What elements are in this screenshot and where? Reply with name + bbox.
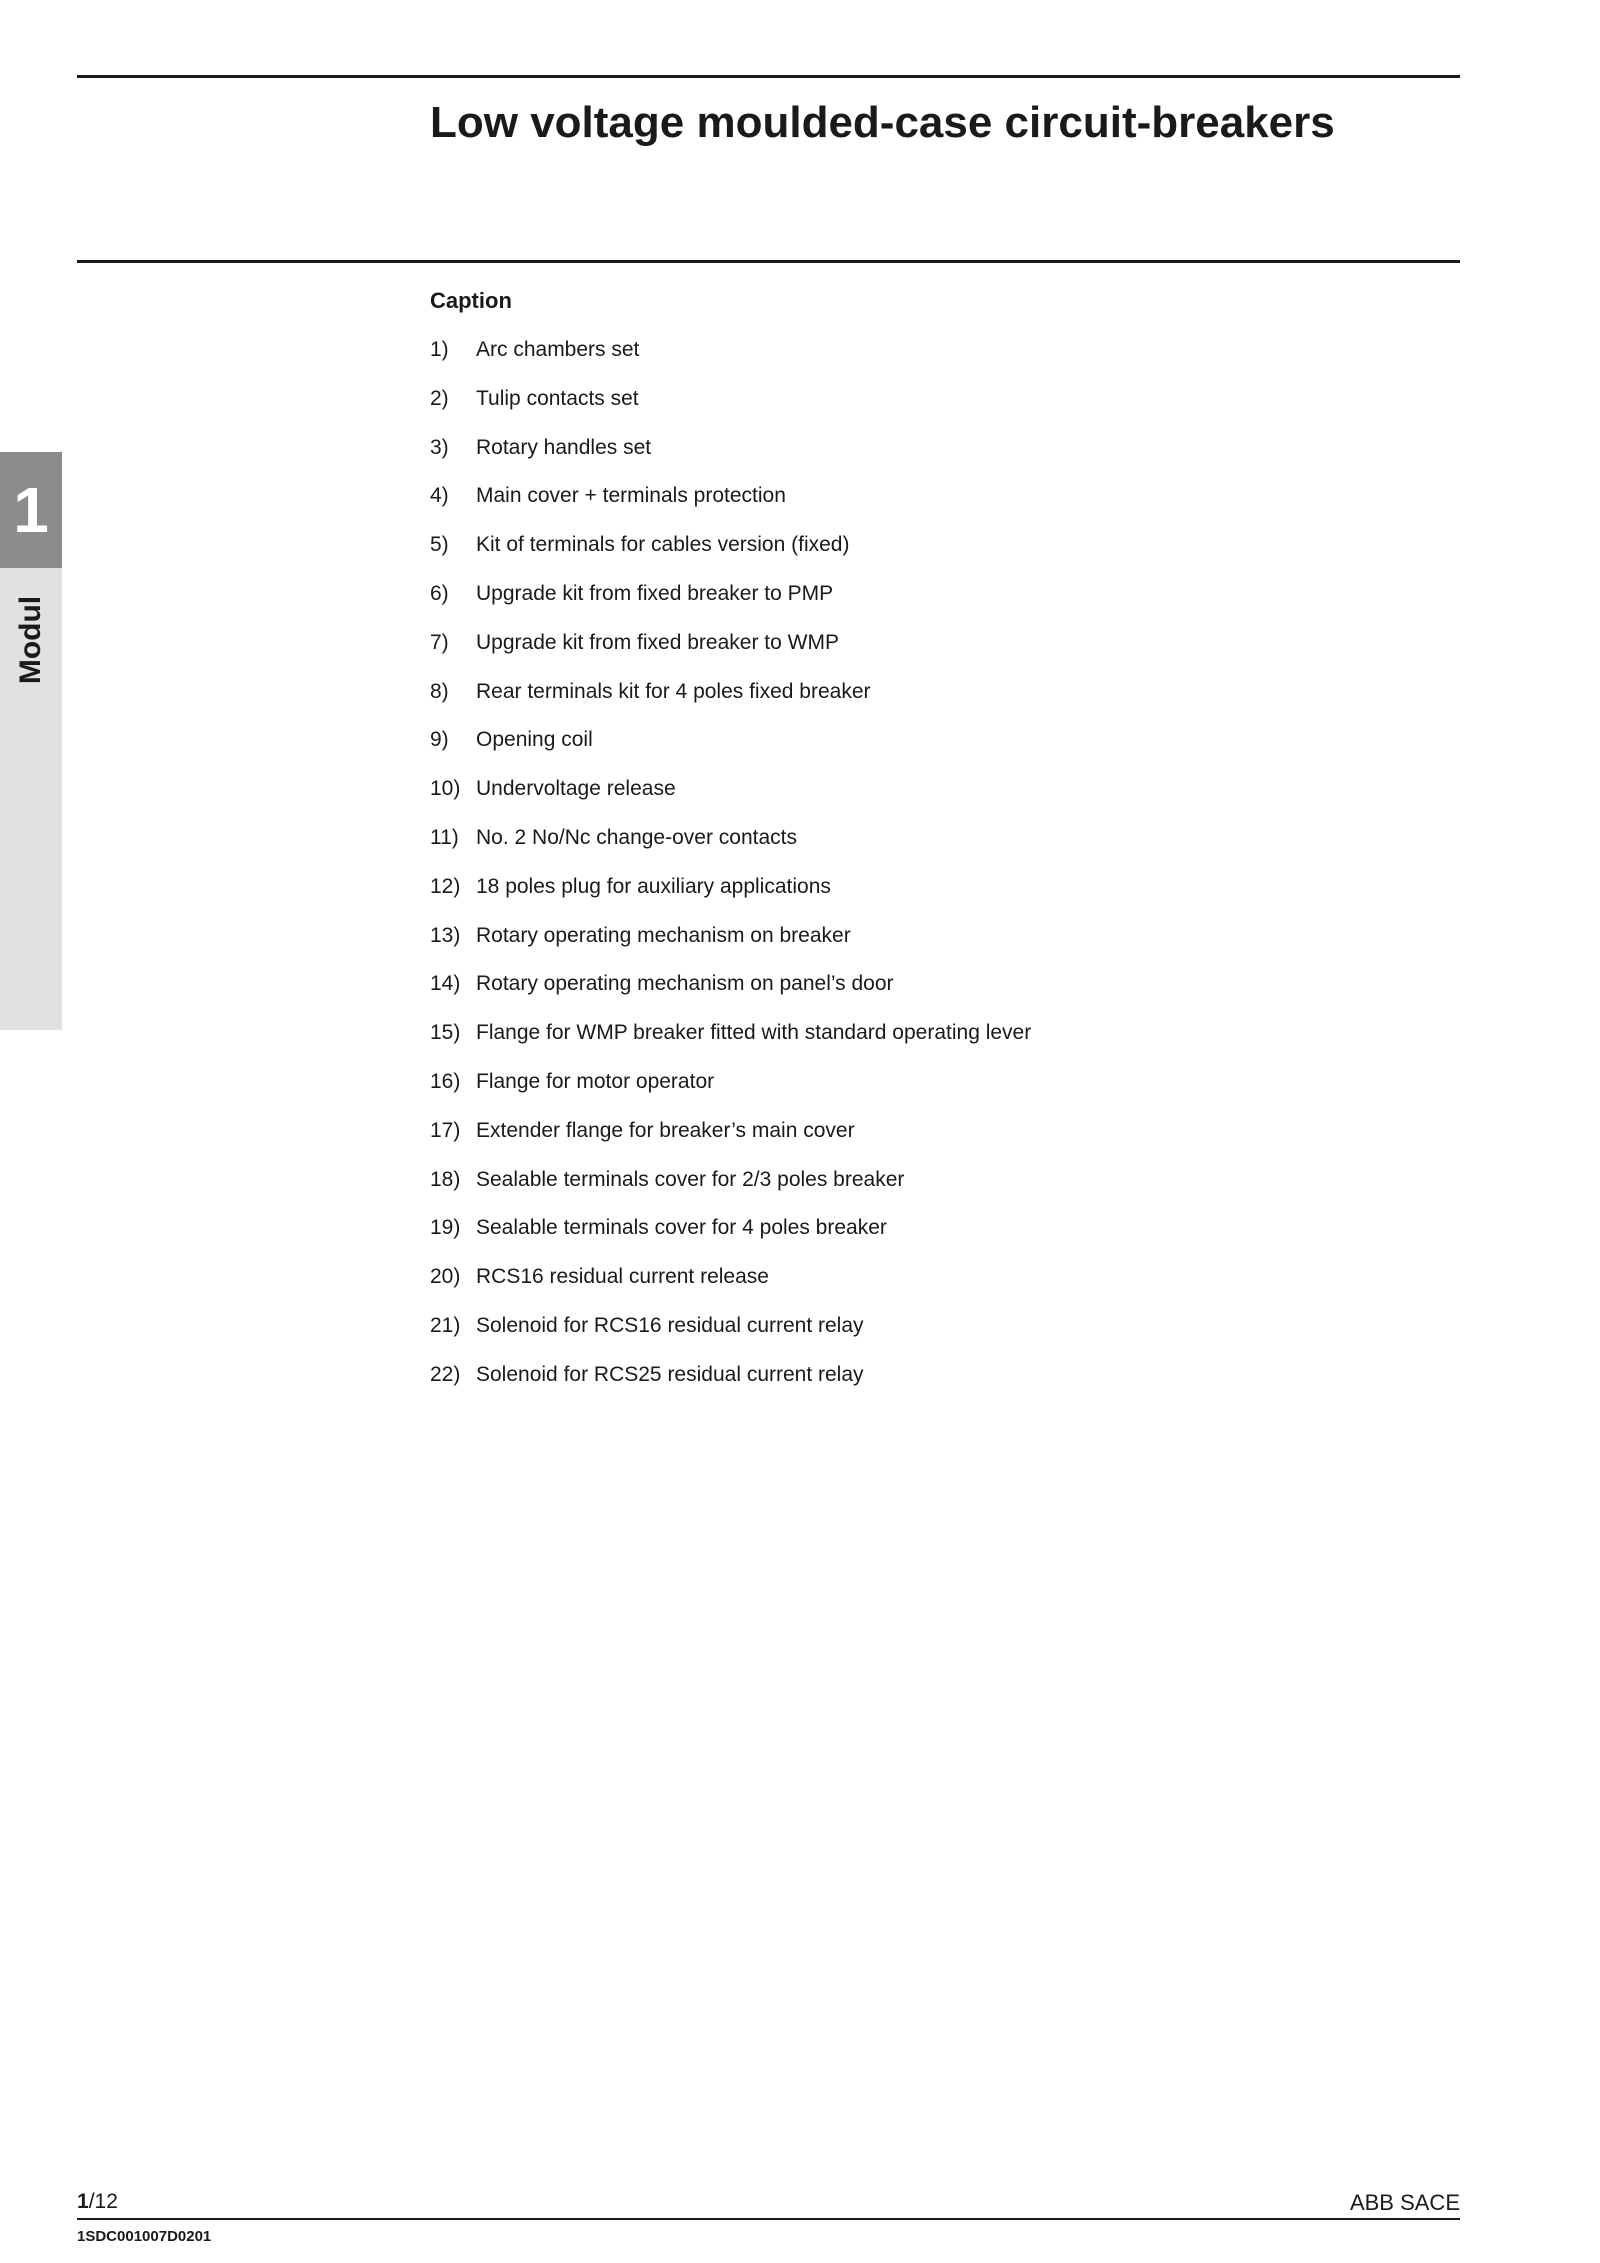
caption-item-text: Solenoid for RCS25 residual current relay (476, 1362, 864, 1386)
caption-item (430, 580, 1031, 629)
caption-item-number: 9) (430, 728, 449, 752)
caption-item-number: 12) (430, 874, 461, 898)
caption-item-number: 17) (430, 1118, 461, 1142)
caption-item-number: 21) (430, 1313, 461, 1337)
caption-item (430, 775, 1031, 824)
caption-item (430, 922, 1031, 971)
caption-item-text: Flange for WMP breaker fitted with standard operating lever (476, 1021, 1032, 1045)
page-number-chapter: 1 (77, 2190, 89, 2213)
caption-item (430, 824, 1031, 873)
caption-item (430, 726, 1031, 775)
caption-item-text: Sealable terminals cover for 2/3 poles breaker (476, 1167, 905, 1191)
chapter-number: 1 (13, 474, 49, 546)
caption-item-text: Main cover + terminals protection (476, 484, 786, 508)
caption-item-text: No. 2 No/Nc change-over contacts (476, 825, 797, 849)
caption-item-number: 15) (430, 1021, 461, 1045)
caption-item-number: 14) (430, 972, 461, 996)
caption-item-text: 18 poles plug for auxiliary applications (476, 874, 831, 898)
caption-item-number: 8) (430, 679, 449, 703)
caption-list (430, 336, 1031, 1410)
caption-item (430, 1117, 1031, 1166)
caption-item (430, 1019, 1031, 1068)
caption-item-text: RCS16 residual current release (476, 1265, 769, 1289)
caption-item-text: Undervoltage release (476, 777, 676, 801)
chapter-side-tab (0, 452, 62, 1030)
caption-item-text: Upgrade kit from fixed breaker to PMP (476, 581, 834, 605)
caption-item-number: 3) (430, 435, 449, 459)
caption-item (430, 385, 1031, 434)
page-title: Low voltage moulded-case circuit-breakers (430, 98, 1335, 147)
caption-item-text: Rotary operating mechanism on breaker (476, 923, 851, 947)
caption-item-text: Extender flange for breaker’s main cover (476, 1118, 855, 1142)
caption-item-number: 16) (430, 1069, 461, 1093)
caption-item (430, 336, 1031, 385)
header-rule (77, 260, 1460, 263)
page-number (77, 2190, 118, 2214)
caption-item-number: 2) (430, 386, 449, 410)
caption-item-number: 18) (430, 1167, 461, 1191)
caption-item-text: Opening coil (476, 728, 593, 752)
caption-item-text: Upgrade kit from fixed breaker to WMP (476, 630, 839, 654)
document-code: 1SDC001007D0201 (77, 2228, 212, 2245)
chapter-number-box (0, 452, 62, 568)
page-number-page: /12 (88, 2190, 118, 2213)
brand-name: ABB SACE (1349, 2190, 1460, 2215)
caption-item-text: Arc chambers set (476, 338, 640, 361)
caption-item (430, 1263, 1031, 1312)
caption-item-text: Rear terminals kit for 4 poles fixed breaker (476, 679, 871, 703)
caption-item-number: 5) (430, 533, 449, 557)
caption-item (430, 1214, 1031, 1263)
caption-item-text: Rotary handles set (476, 435, 652, 459)
caption-item-text: Tulip contacts set (476, 386, 639, 410)
caption-item-text: Rotary operating mechanism on panel’s door (476, 972, 894, 996)
caption-item-text: Flange for motor operator (476, 1069, 715, 1093)
caption-item (430, 873, 1031, 922)
caption-item (430, 1361, 1031, 1410)
caption-item-number: 11) (430, 825, 459, 849)
caption-item-text: Kit of terminals for cables version (fixed) (476, 533, 850, 557)
caption-item (430, 1312, 1031, 1361)
caption-item-number: 4) (430, 484, 449, 508)
caption-heading: Caption (430, 288, 512, 313)
top-rule (77, 75, 1460, 78)
caption-item (430, 482, 1031, 531)
caption-item-number: 20) (430, 1265, 461, 1289)
caption-item-number: 1) (430, 338, 449, 361)
caption-item-text: Solenoid for RCS16 residual current relay (476, 1313, 864, 1337)
caption-item (430, 970, 1031, 1019)
caption-item (430, 531, 1031, 580)
caption-item (430, 678, 1031, 727)
caption-item-number: 6) (430, 581, 449, 605)
caption-item (430, 434, 1031, 483)
footer-rule (77, 2218, 1460, 2220)
caption-item-text: Sealable terminals cover for 4 poles breaker (476, 1216, 887, 1240)
caption-item (430, 629, 1031, 678)
caption-item-number: 22) (430, 1362, 461, 1386)
caption-item (430, 1068, 1031, 1117)
caption-item-number: 10) (430, 777, 461, 801)
caption-item-number: 19) (430, 1216, 461, 1240)
caption-item-number: 7) (430, 630, 449, 654)
caption-item-number: 13) (430, 923, 461, 947)
caption-item (430, 1166, 1031, 1215)
chapter-label: Modul (14, 595, 47, 685)
